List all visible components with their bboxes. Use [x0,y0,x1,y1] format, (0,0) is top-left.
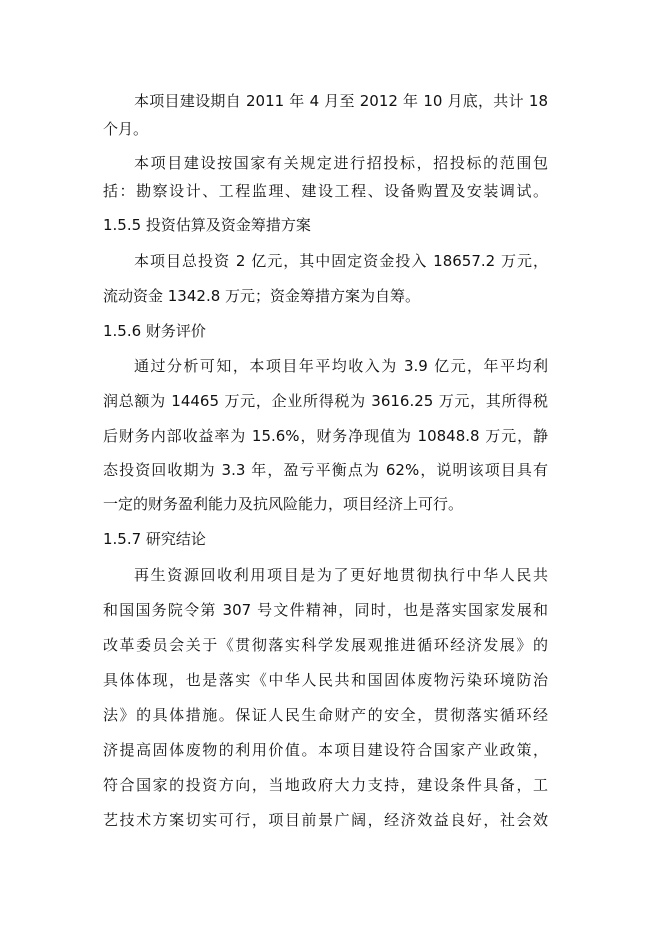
construction-period-line-2: 个月。 [103,120,149,138]
construction-period-line-1: 本项目建设期自 2011 年 4 月至 2012 年 10 月底，共计 18 [134,92,548,110]
conclusion-line-1: 再生资源回收利用项目是为了更好地贯彻执行中华人民共 [134,566,548,584]
conclusion-line-3: 改革委员会关于《贯彻落实科学发展观推进循环经济发展》的 [103,636,548,654]
conclusion-line-2: 和国国务院令第 307 号文件精神，同时，也是落实国家发展和 [103,601,548,619]
section-heading-conclusion: 1.5.7 研究结论 [103,530,206,548]
financial-line-3: 后财务内部收益率为 15.6%，财务净现值为 10848.8 万元，静 [103,427,548,445]
financial-line-5: 一定的财务盈利能力及抗风险能力，项目经济上可行。 [103,495,464,513]
conclusion-line-7: 符合国家的投资方向，当地政府大力支持，建设条件具备，工 [103,776,548,794]
financial-line-1: 通过分析可知，本项目年平均收入为 3.9 亿元，年平均利 [134,357,548,375]
section-heading-investment: 1.5.5 投资估算及资金筹措方案 [103,216,311,234]
financial-line-2: 润总额为 14465 万元，企业所得税为 3616.25 万元，其所得税 [103,392,548,410]
conclusion-line-8: 艺技术方案切实可行，项目前景广阔，经济效益良好，社会效 [103,811,548,829]
investment-line-2: 流动资金 1342.8 万元；资金筹措方案为自筹。 [103,287,421,305]
investment-line-1: 本项目总投资 2 亿元，其中固定资金投入 18657.2 万元， [134,252,548,270]
section-heading-financial: 1.5.6 财务评价 [103,322,206,340]
conclusion-line-5: 法》的具体措施。保证人民生命财产的安全，贯彻落实循环经 [103,706,548,724]
bidding-line-1: 本项目建设按国家有关规定进行招投标，招投标的范围包 [134,154,548,172]
financial-line-4: 态投资回收期为 3.3 年，盈亏平衡点为 62%，说明该项目具有 [103,461,548,479]
conclusion-line-4: 具体体现，也是落实《中华人民共和国固体废物污染环境防治 [103,671,548,689]
conclusion-line-6: 济提高固体废物的利用价值。本项目建设符合国家产业政策， [103,741,548,759]
bidding-line-2: 括：勘察设计、工程监理、建设工程、设备购置及安装调试。 [103,182,548,200]
